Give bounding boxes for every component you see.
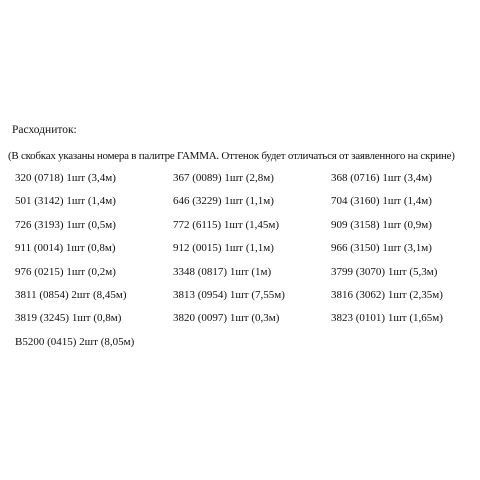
- list-row: [0, 312, 480, 335]
- list-item: 912 (0015) 1шт (1,1м): [173, 242, 274, 255]
- list-item: 704 (3160) 1шт (1,4м): [331, 195, 432, 208]
- list-heading: Расходниток:: [12, 124, 77, 136]
- list-item: 3799 (3070) 1шт (5,3м): [331, 265, 438, 278]
- thread-list: [0, 172, 480, 359]
- list-item: 3813 (0954) 1шт (7,55м): [173, 288, 285, 301]
- list-row: [0, 289, 480, 312]
- list-item: 367 (0089) 1шт (2,8м): [173, 172, 274, 184]
- list-item: 966 (3150) 1шт (3,1м): [331, 242, 432, 255]
- list-row: [0, 195, 480, 218]
- list-item: 368 (0716) 1шт (3,4м): [331, 172, 432, 184]
- list-item: 3820 (0097) 1шт (0,3м): [173, 312, 280, 325]
- palette-note: (В скобках указаны номера в палитре ГАММА. Оттенок будет отличаться от заявленного на скрине): [8, 150, 455, 162]
- list-item: 3816 (3062) 1шт (2,35м): [331, 288, 443, 301]
- list-item: 772 (6115) 1шт (1,45м): [173, 218, 279, 231]
- list-row: [0, 172, 480, 195]
- list-item: 909 (3158) 1шт (0,9м): [331, 218, 432, 231]
- list-row: [0, 242, 480, 265]
- list-item: 3811 (0854) 2шт (8,45м): [15, 288, 127, 301]
- list-item: 976 (0215) 1шт (0,2м): [15, 265, 116, 278]
- list-item: 911 (0014) 1шт (0,8м): [15, 242, 116, 255]
- list-item: 646 (3229) 1шт (1,1м): [173, 195, 274, 208]
- list-item: 501 (3142) 1шт (1,4м): [15, 195, 116, 208]
- list-row: [0, 219, 480, 242]
- list-row: [0, 336, 480, 359]
- list-item: 3823 (0101) 1шт (1,65м): [331, 312, 443, 325]
- list-row: [0, 266, 480, 289]
- list-item: 726 (3193) 1шт (0,5м): [15, 218, 116, 231]
- list-item: 3819 (3245) 1шт (0,8м): [15, 312, 122, 325]
- list-item: 3348 (0817) 1шт (1м): [173, 265, 272, 278]
- list-item: 320 (0718) 1шт (3,4м): [15, 172, 116, 184]
- list-item: B5200 (0415) 2шт (8,05м): [15, 335, 135, 348]
